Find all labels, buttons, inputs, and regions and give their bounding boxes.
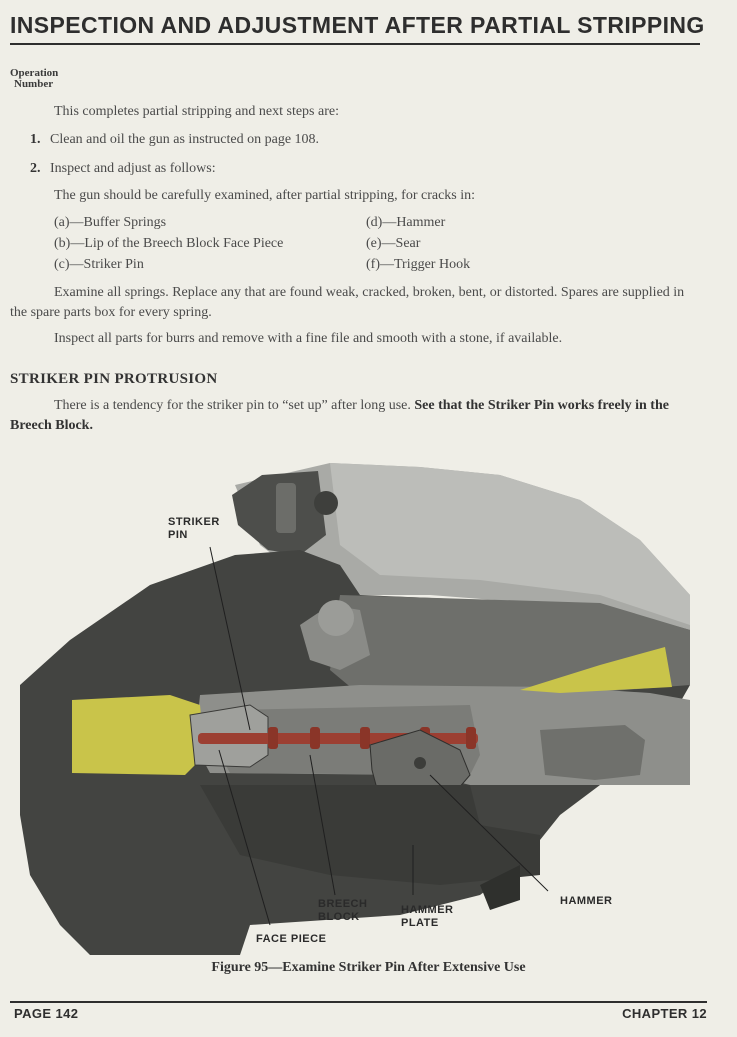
- chapter-label: CHAPTER 12: [622, 1006, 707, 1021]
- step-1-number: 1.: [30, 132, 41, 147]
- callout-text: BLOCK: [318, 911, 360, 923]
- page-title: INSPECTION AND ADJUSTMENT AFTER PARTIAL STRIPPING: [10, 12, 705, 38]
- section-paragraph: [10, 396, 704, 436]
- operation-label-line2: Number: [14, 78, 54, 90]
- callout-hammer: HAMMER: [560, 895, 613, 907]
- callout-striker-pin: [168, 516, 220, 542]
- section-heading: STRIKER PIN PROTRUSION: [10, 371, 218, 387]
- page-number: PAGE 142: [14, 1006, 79, 1021]
- parts-list-left: [54, 212, 283, 275]
- intro-text: This completes partial stripping and next steps are:: [54, 104, 339, 119]
- examine-intro: The gun should be carefully examined, after partial stripping, for cracks in:: [54, 188, 476, 203]
- operation-label-line1: Operation: [10, 67, 59, 79]
- footer-rule: [10, 1001, 707, 1003]
- callout-text: STRIKER: [168, 516, 220, 528]
- list-item: (f)—Trigger Hook: [366, 257, 471, 272]
- header-rule: [10, 43, 700, 45]
- list-item: (a)—Buffer Springs: [54, 215, 167, 230]
- step-1-text: Clean and oil the gun as instructed on page 108.: [50, 132, 320, 147]
- callout-face-piece: FACE PIECE: [256, 933, 327, 945]
- callout-text: PLATE: [401, 917, 439, 929]
- callout-text: BREECH: [318, 898, 368, 910]
- step-2-text: Inspect and adjust as follows:: [50, 161, 216, 176]
- callout-text: PIN: [168, 529, 188, 541]
- step-2: [30, 159, 690, 179]
- figure-caption: Figure 95—Examine Striker Pin After Extensive Use: [211, 960, 526, 975]
- step-2-number: 2.: [30, 161, 41, 176]
- section-paragraph-plain: There is a tendency for the striker pin to “set up” after long use.: [54, 398, 411, 413]
- breech-cutaway-illustration: [0, 455, 737, 955]
- callout-text: HAMMER: [401, 904, 454, 916]
- list-item: (e)—Sear: [366, 236, 421, 251]
- step-1: [30, 130, 690, 150]
- parts-list-right: [366, 212, 470, 275]
- list-item: (c)—Striker Pin: [54, 257, 144, 272]
- list-item: (b)—Lip of the Breech Block Face Piece: [54, 236, 284, 251]
- operation-number-label: [10, 68, 58, 90]
- callout-breech-block: [318, 898, 367, 924]
- callout-hammer-plate: [401, 904, 454, 930]
- burrs-paragraph: Inspect all parts for burrs and remove with a fine file and smooth with a stone, if available.: [54, 331, 563, 346]
- section-paragraph-bold: See that the Striker Pin works freely in the Breech Block.: [10, 398, 669, 433]
- springs-paragraph: Examine all springs. Replace any that are found weak, cracked, broken, bent, or distorted. Spares are supplied in the spare parts box for every spring.: [10, 285, 685, 320]
- list-item: (d)—Hammer: [366, 215, 446, 230]
